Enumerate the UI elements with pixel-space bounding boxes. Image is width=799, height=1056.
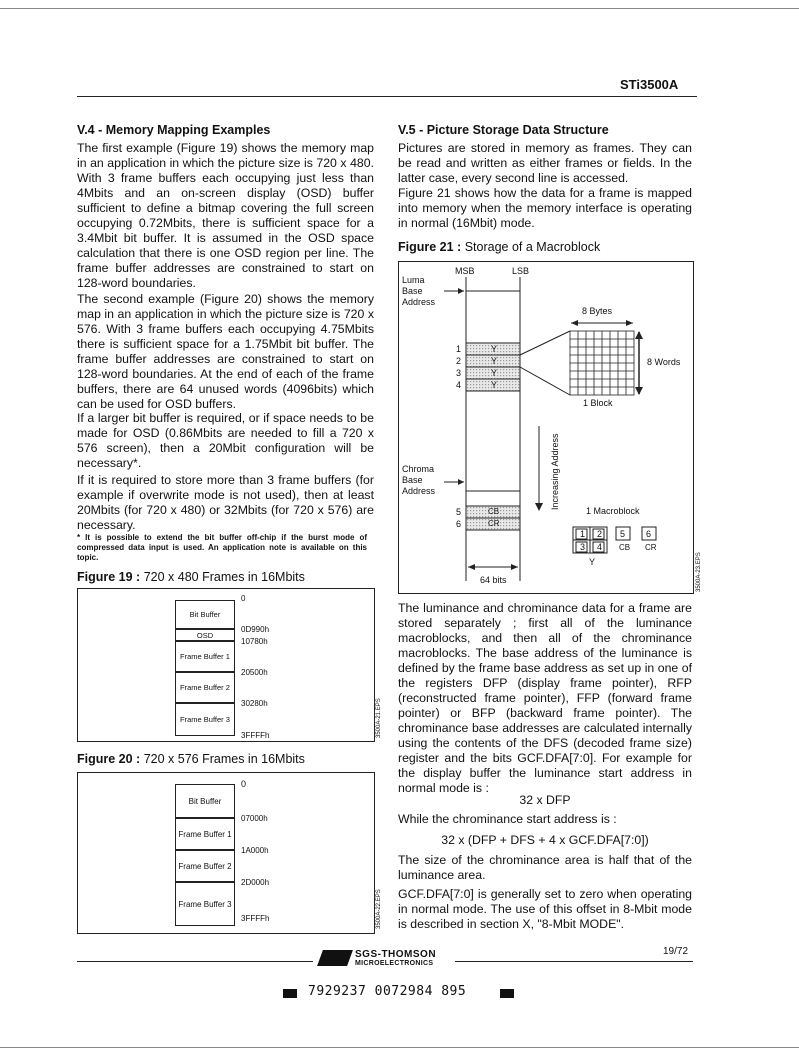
figure-20-number: Figure 20 : — [77, 752, 141, 766]
section-title-left: V.4 - Memory Mapping Examples — [77, 123, 271, 137]
fig21-mb-y: Y — [589, 557, 596, 567]
macroblock-boxes — [573, 527, 656, 553]
fig21-mb-cr: CR — [645, 543, 657, 552]
fig21-chroma-line-2: Base — [402, 475, 423, 485]
formula-chroma-start: 32 x (DFP + DFS + 4 x GCF.DFA[7:0]) — [441, 833, 649, 847]
fig19-frame-buffer-2: Frame Buffer 2 — [175, 672, 235, 703]
fig20-frame-buffer-2: Frame Buffer 2 — [175, 850, 235, 882]
fig19-osd: OSD — [175, 629, 235, 641]
fig20-addr-2: 1A000h — [241, 846, 269, 855]
fig21-y-label-4: Y — [491, 380, 498, 390]
fig21-luma-line-2: Base — [402, 286, 423, 296]
figure-20-title: 720 x 576 Frames in 16Mbits — [143, 752, 305, 766]
fig21-luma-line-1: Luma — [402, 275, 425, 285]
fig21-words-label: 8 Words — [647, 357, 681, 367]
footer-logo-subtext: MICROELECTRONICS — [355, 960, 434, 967]
fig19-bit-buffer: Bit Buffer — [175, 600, 235, 629]
left-paragraph-2: The second example (Figure 20) shows the memory map in an application in which the picture size is 720 x 576. With 3 frame buffers each occupying 4.75Mbits there is sufficient space for a 1.75Mbit bit buffer. The frame buffer addresses are constrained to start on 128-word boundaries. At the end of each of the frame buffers, there are 64 unused words (4096bits) which can be used for OSD buffers. — [77, 292, 374, 411]
right-paragraph-6: GCF.DFA[7:0] is generally set to zero when operating in normal mode. The use of this offset in 8-Mbit mode is described in section X, "8-Mbit MODE". — [398, 887, 692, 931]
left-paragraph-4: If it is required to store more than 3 frame buffers (for example if overwrite mode is not used), then at least 20Mbits (for 720 x 480) or 32Mbits (for 720 x 576) are necessary. — [77, 473, 374, 532]
barcode-number: 7929237 0072984 895 — [308, 984, 467, 999]
fig21-mb-cell-4: 4 — [597, 542, 603, 552]
right-paragraph-4: While the chrominance start address is : — [398, 812, 617, 826]
figure-19-number: Figure 19 : — [77, 570, 141, 584]
fig19-addr-3: 20500h — [241, 668, 268, 677]
formula-luma-start: 32 x DFP — [519, 793, 571, 807]
fig21-cb-label: CB — [488, 507, 500, 516]
figure-21-number: Figure 21 : — [398, 240, 462, 254]
fig20-addr-0: 0 — [241, 779, 247, 789]
fig21-eps-tag: 3500A-23.EPS — [696, 552, 702, 592]
fig21-mb-cb: CB — [619, 543, 631, 552]
bottom-rule — [0, 1047, 799, 1048]
fig21-increasing-address: Increasing Address — [550, 433, 560, 510]
right-paragraph-1: Pictures are stored in memory as frames. They can be read and written as either frames or fields. In the latter case, every second line is accessed. — [398, 141, 692, 185]
right-paragraph-3: The luminance and chrominance data for a frame are stored separately ; first all of the luminance macroblocks, and then all of the chrominance macroblocks. The base address of the luminance is defined by the frame base address as set up in one of the registers DFP (display frame pointer), RFP (reconstructed frame pointer), FFP (forward frame pointer) or BFP (backward frame pointer). The chrominance base addresses are calculated internally using the contents of the DFS (decoded frame size) register and the bits GCF.DFA[7:0]. For example for the display buffer the luminance start address in normal mode is : — [398, 601, 692, 795]
fig21-row-num-6: 6 — [456, 519, 462, 529]
fig21-row-num-2: 2 — [456, 356, 462, 366]
section-title-right: V.5 - Picture Storage Data Structure — [398, 123, 609, 137]
fig19-addr-4: 30280h — [241, 699, 268, 708]
left-paragraph-3: If a larger bit buffer is required, or if space needs to be made for OSD (0.86Mbits are needed to fill a 720 x 576 screen), then a 20Mbit configuration will be necessary*. — [77, 411, 374, 470]
fig20-addr-1: 07000h — [241, 814, 268, 823]
part-number: STi3500A — [620, 77, 679, 92]
figure-20-caption — [77, 752, 305, 766]
fig20-addr-4: 3FFFFh — [241, 914, 270, 923]
fig20-frame-buffer-3: Frame Buffer 3 — [175, 882, 235, 926]
fig21-cr-label: CR — [488, 519, 500, 528]
fig21-mb-cell-5: 5 — [620, 529, 626, 539]
fig19-addr-5: 3FFFFh — [241, 731, 270, 740]
footer-rule-right — [455, 961, 693, 962]
fig20-eps-tag: 3500A-22.EPS — [376, 889, 382, 929]
footer-rule-left — [77, 961, 313, 962]
page-number: 19/72 — [663, 946, 689, 957]
fig21-lsb: LSB — [512, 266, 530, 276]
fig19-addr-1: 0D990h — [241, 625, 270, 634]
figure-19-title: 720 x 480 Frames in 16Mbits — [143, 570, 305, 584]
fig19-frame-buffer-3: Frame Buffer 3 — [175, 703, 235, 736]
fig21-y-label-3: Y — [491, 368, 498, 378]
top-rule — [0, 8, 799, 9]
fig19-eps-tag: 3500A-21.EPS — [376, 698, 382, 738]
fig19-frame-buffer-1: Frame Buffer 1 — [175, 641, 235, 672]
fig21-block-label: 1 Block — [583, 398, 613, 408]
st-logo-icon — [317, 950, 353, 966]
fig21-y-label-2: Y — [491, 356, 498, 366]
fig21-msb: MSB — [455, 266, 475, 276]
right-paragraph-2: Figure 21 shows how the data for a frame is mapped into memory when the memory interface is operating in normal (16Mbit) mode. — [398, 186, 692, 230]
fig21-luma-line-3: Address — [402, 297, 436, 307]
fig21-mb-cell-2: 2 — [597, 529, 603, 539]
fig21-mb-cell-1: 1 — [580, 529, 586, 539]
fig21-row-num-4: 4 — [456, 380, 462, 390]
fig20-frame-buffer-1: Frame Buffer 1 — [175, 818, 235, 850]
fig19-addr-0: 0 — [241, 594, 246, 603]
fig21-mb-cell-6: 6 — [646, 529, 652, 539]
figure-21-title: Storage of a Macroblock — [464, 240, 601, 254]
fig21-chroma-line-1: Chroma — [402, 464, 435, 474]
barcode-left-mark — [283, 989, 297, 998]
footnote: * It is possible to extend the bit buffer off-chip if the burst mode of compressed data input is used. An application note is available on this topic. — [77, 533, 367, 562]
right-paragraph-5: The size of the chrominance area is half that of the luminance area. — [398, 853, 692, 882]
fig19-addr-2: 10780h — [241, 637, 268, 646]
fig21-chroma-line-3: Address — [402, 486, 436, 496]
header-rule — [77, 96, 697, 97]
figure-19-caption — [77, 570, 305, 584]
fig21-bits-label: 64 bits — [480, 575, 507, 585]
fig21-macroblock-label: 1 Macroblock — [586, 506, 640, 516]
left-paragraph-1: The first example (Figure 19) shows the memory map in an application in which the picture size is 720 x 480. With 3 frame buffers each occupying just less than 4Mbits and an on-screen display (OSD) buffer sufficient to define a bitmap covering the full screen occupying 0.72Mbits, there is sufficient space for a 3.4Mbit bit buffer. It is assumed in the OSD space calculation that there is one OSD region per line. The frame buffer addresses are constrained to start on 128-word boundaries. — [77, 141, 374, 290]
figure-21-caption — [398, 240, 600, 254]
barcode-right-mark — [500, 989, 514, 998]
fig21-bytes-label: 8 Bytes — [582, 306, 613, 316]
block-grid — [570, 331, 634, 395]
footer-logo-text: SGS-THOMSON — [355, 949, 437, 960]
fig21-mb-cell-3: 3 — [580, 542, 586, 552]
fig21-y-label-1: Y — [491, 344, 498, 354]
fig21-row-num-3: 3 — [456, 368, 462, 378]
fig21-row-num-5: 5 — [456, 507, 462, 517]
fig20-addr-3: 2D000h — [241, 878, 270, 887]
fig21-row-num-1: 1 — [456, 344, 462, 354]
fig20-bit-buffer: Bit Buffer — [175, 784, 235, 818]
